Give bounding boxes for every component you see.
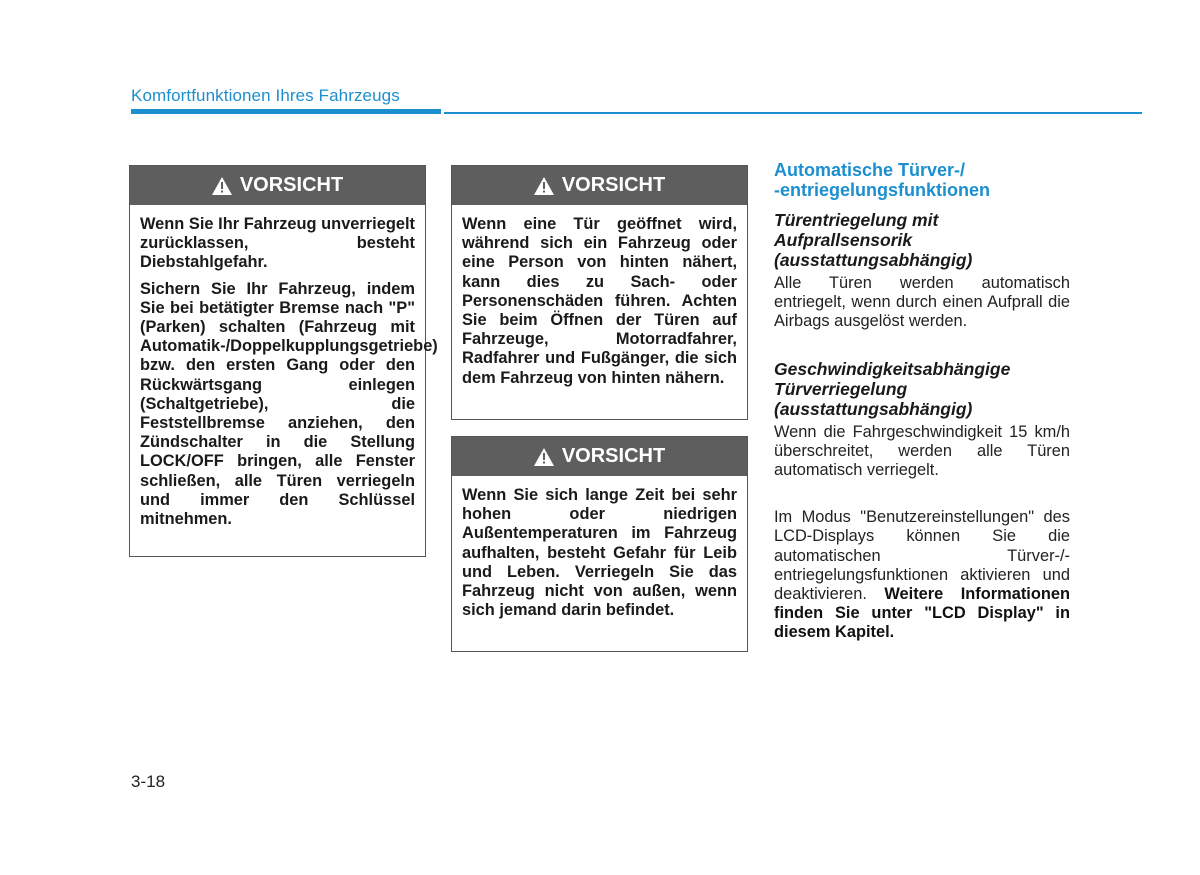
caution-header: [452, 437, 747, 476]
header-rule-thick: [131, 109, 441, 114]
caution-header: [452, 166, 747, 205]
page-header-title: Komfortfunktionen Ihres Fahrzeugs: [131, 86, 400, 105]
caution-text: Wenn Sie sich lange Zeit bei sehr hohen oder niedrigen Außentemperaturen im Fahrzeug aufhalten, besteht Gefahr für Leib und Leben. Verriegeln Sie das Fahrzeug nicht von außen, wenn sich jemand darin befindet.: [462, 486, 737, 620]
caution-label: VORSICHT: [561, 445, 666, 467]
section-title: [774, 160, 1070, 200]
subtitle-line: Türverriegelung: [774, 378, 908, 399]
caution-text: Sichern Sie Ihr Fahrzeug, indem Sie bei betätigter Bremse nach "P" (Parken) schalten (Fahrzeug mit Automatik-/Doppelkupplungsgetriebe) bzw. den ersten Gang oder den Rückwärtsgang einlegen (Schaltgetriebe), die Feststellbremse anziehen, den Zündschalter in die Stellung LOCK/OFF bringen, alle Fenster schließen, alle Türen verriegeln und immer den Schlüssel mitnehmen.: [140, 279, 438, 529]
page-number: 3-18: [131, 772, 166, 791]
lcd-reference-text: Weitere Informationen finden Sie unter "LCD Display" in diesem Kapitel.: [774, 585, 1070, 642]
warning-triangle-icon: [534, 177, 554, 195]
lcd-settings-text: [774, 508, 1070, 642]
caution-header: [130, 166, 425, 205]
caution-text: Wenn eine Tür geöffnet wird, während sich ein Fahrzeug oder eine Person von hinten nähert, kann dies zu Sach- oder Personenschäden führen. Achten Sie beim Öffnen der Türen auf Fahrzeuge, Motorradfahrer, Radfahrer und Fußgänger, die sich dem Fahrzeug von hinten nähern.: [462, 215, 737, 387]
section-title-line: Automatische Türver-/: [774, 160, 966, 180]
warning-triangle-icon: [534, 448, 554, 466]
header-rule-thin: [444, 112, 1142, 114]
lcd-text: Im Modus "Benutzereinstellungen" des LCD-Displays können Sie die automatischen Türver-/-entriegelungsfunktionen aktivieren und deaktivieren.: [774, 508, 1070, 604]
subtitle-line: (ausstattungsabhängig): [774, 398, 973, 419]
speed-lock-text: Wenn die Fahrgeschwindigkeit 15 km/h überschreitet, werden alle Türen automatisch verriegelt.: [774, 422, 1070, 480]
caution-text: Wenn Sie Ihr Fahrzeug unverriegelt zurücklassen, besteht Diebstahlgefahr.: [140, 215, 415, 272]
subtitle-line: (ausstattungsabhängig): [774, 250, 973, 270]
caution-box-theft: [129, 165, 438, 557]
subsection-title-speed: [774, 359, 1070, 419]
subsection-title-crash: [774, 210, 1070, 270]
auto-lock-section: [774, 160, 1070, 643]
subtitle-line: Türentriegelung mit: [774, 210, 939, 230]
caution-box-door-opening: [451, 165, 748, 420]
crash-unlock-text: Alle Türen werden automatisch entriegelt, wenn durch einen Aufprall die Airbags ausgelöst werden.: [774, 274, 1070, 331]
warning-triangle-icon: [212, 177, 232, 195]
caution-box-temperature: [451, 436, 748, 652]
caution-label: VORSICHT: [239, 174, 344, 196]
subtitle-line: Geschwindigkeitsabhängige: [774, 358, 1011, 379]
section-title-line: -entriegelungsfunktionen: [774, 180, 990, 200]
subtitle-line: Aufprallsensorik: [774, 230, 913, 250]
caution-label: VORSICHT: [561, 174, 666, 196]
